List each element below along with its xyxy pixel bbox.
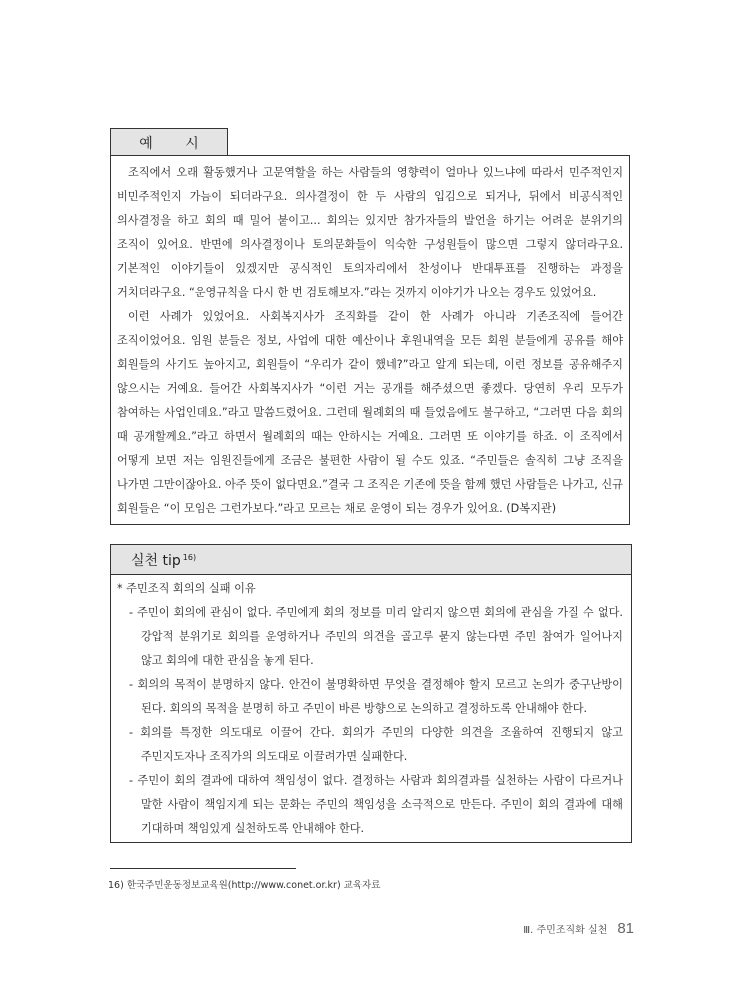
example-title: 예 시 (110, 128, 228, 156)
tip-title-text: 실천 tip (131, 552, 181, 569)
example-paragraph-2: 이런 사례가 있었어요. 사회복지사가 조직화를 같이 한 사례가 아니라 기존조직에 들어간 조직이었어요. 임원 분들은 정보, 사업에 대한 예산이나 후원내역을 모든 회원 분들에게 공유를 해야 회원들의 사기도 높아지고, 회원들이 “우리가 같이 했네?”라고 알게 되는데, 이런 정보를 공유해주지 않으시는 거예요. 들어간 사회복지사가 “이런 거는 공개를 해주셨으면 좋겠다. 당연히 우리 모두가 참여하는 사업인데요.”라고 말씀드렸어요. 그런데 월례회의 때 들었음에도 불구하고, “그러면 다음 회의 때 공개할께요.”라고 하면서 월례회의 때는 안하시는 거예요. 그러면 또 이야기를 하죠. 이 조직에서 어떻게 보면 저는 임원진들에게 조금은 불편한 사람이 될 수도 있죠. “주민들은 솔직히 그냥 조직을 나가면 그만이잖아요. 아주 뜻이 없다면요.”결국 그 조직은 기존에 뜻을 함께 했던 사람들은 나가고, 신규 회원들은 “이 모임은 그런가보다.”라고 모르는 채로 운영이 되는 경우가 있어요. (D복지관) (117, 310, 623, 515)
page-footer (523, 920, 634, 937)
list-item: - 주민이 회의 결과에 대하여 책임성이 없다. 결정하는 사람과 회의결과를 실천하는 사람이 다르거나 말한 사람이 책임지게 되는 문화는 주민의 책임성을 소극적으로 만든다. 주민이 회의 결과에 대해 기대하며 책임있게 실천하도록 안내해야 한다. (129, 774, 623, 835)
page-number: 81 (617, 920, 634, 937)
footnote-divider (110, 868, 296, 869)
tip-heading: * 주민조직 회의의 실패 이유 (117, 582, 256, 595)
tip-list (117, 601, 623, 841)
list-item: - 회의의 목적이 분명하지 않다. 안건이 불명확하면 무엇을 결정해야 할지 모르고 논의가 중구난방이 된다. 회의의 목적을 분명히 하고 주민이 바른 방향으로 논의하고 결정하도록 안내해야 한다. (129, 678, 623, 715)
example-box (110, 155, 630, 525)
footnote-ref: 16) (182, 553, 197, 562)
tip-title (110, 544, 632, 575)
section-label: Ⅲ. 주민조직화 실천 (523, 925, 608, 936)
footnote: 16) 한국주민운동정보교육원(http://www.conet.or.kr) 교육자료 (108, 880, 381, 891)
list-item: - 회의를 특정한 의도대로 이끌어 간다. 회의가 주민의 다양한 의견을 조율하여 진행되지 않고 주민지도자나 조직가의 의도대로 이끌려가면 실패한다. (129, 726, 623, 763)
list-item: - 주민이 회의에 관심이 없다. 주민에게 회의 정보를 미리 알리지 않으면 회의에 관심을 가질 수 없다. 강압적 분위기로 회의를 운영하거나 주민의 의견을 골고루 묻지 않는다면 주민 참여가 일어나지 않고 회의에 대한 관심을 놓게 된다. (129, 606, 623, 667)
example-paragraph-1: 조직에서 오래 활동했거나 고문역할을 하는 사람들의 영향력이 얼마나 있느냐에 따라서 민주적인지 비민주적인지 가늠이 되더라구요. 의사결정이 한 두 사람의 입김으로 되거나, 뒤에서 비공식적인 의사결정을 하고 회의 때 밀어 붙이고... 회의는 있지만 참가자들의 발언을 하기는 어려운 분위기의 조직이 있어요. 반면에 의사결정이나 토의문화들이 익숙한 구성원들이 많으면 그렇지 않더라구요. 기본적인 이야기들이 있겠지만 공식적인 토의자리에서 찬성이나 반대투표를 진행하는 과정을 거치더라구요. “운영규칙을 다시 한 번 검토해보자.”라는 것까지 이야기가 나오는 경우도 있었어요. (117, 166, 623, 299)
tip-box (110, 575, 632, 843)
